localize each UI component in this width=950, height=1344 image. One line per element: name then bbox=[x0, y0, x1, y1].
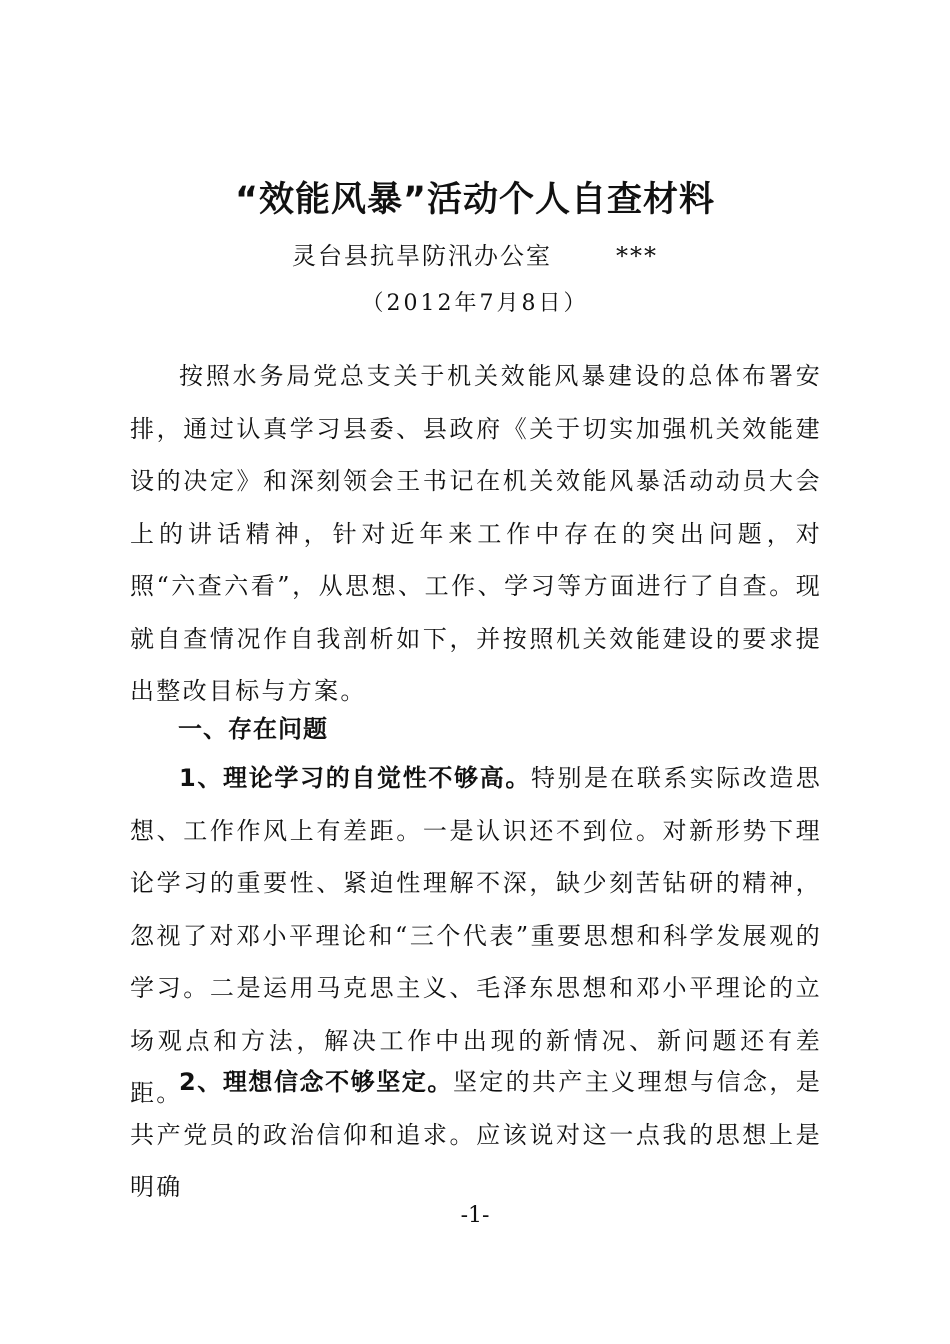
document-title: “效能风暴”活动个人自查材料 bbox=[234, 180, 715, 220]
problem-item-2-lead: 2、理想信念不够坚定。 bbox=[179, 1068, 453, 1096]
page-number: -1- bbox=[460, 1203, 490, 1228]
problem-item-1-text: 特别是在联系实际改造思想、工作作风上有差距。一是认识还不到位。对新形势下理论学习的重要性、紧迫性理解不深，缺少刻苦钻研的精神，忽视了对邓小平理论和“三个代表”重要思想和科学发展观的学习。二是运用马克思主义、毛泽东思想和邓小平理论的立场观点和方法，解决工作中出现的新情况、新问题还有差距。 bbox=[130, 764, 822, 1107]
problem-item-1-lead: 1、理论学习的自觉性不够高。 bbox=[179, 764, 532, 792]
author-name: *** bbox=[616, 242, 658, 270]
byline bbox=[0, 238, 950, 274]
section-heading: 一、存在问题 bbox=[178, 715, 328, 743]
intro-paragraph: 按照水务局党总支关于机关效能风暴建设的总体布署安排，通过认真学习县委、县政府《关于切实加强机关效能建设的决定》和深刻领会王书记在机关效能风暴活动动员大会上的讲话精神，针对近年来工作中存在的突出问题，对照“六查六看”，从思想、工作、学习等方面进行了自查。现就自查情况作自我剖析如下，并按照机关效能建设的要求提出整改目标与方案。 bbox=[130, 362, 822, 705]
problem-item-2 bbox=[130, 1056, 822, 1214]
document-date: （2012年7月8日） bbox=[361, 291, 589, 316]
problem-item-2-text: 坚定的共产主义理想与信念，是共产党员的政治信仰和追求。应该说对这一点我的思想上是明确 bbox=[130, 1068, 822, 1201]
organization-name: 灵台县抗旱防汛办公室 bbox=[292, 242, 552, 270]
